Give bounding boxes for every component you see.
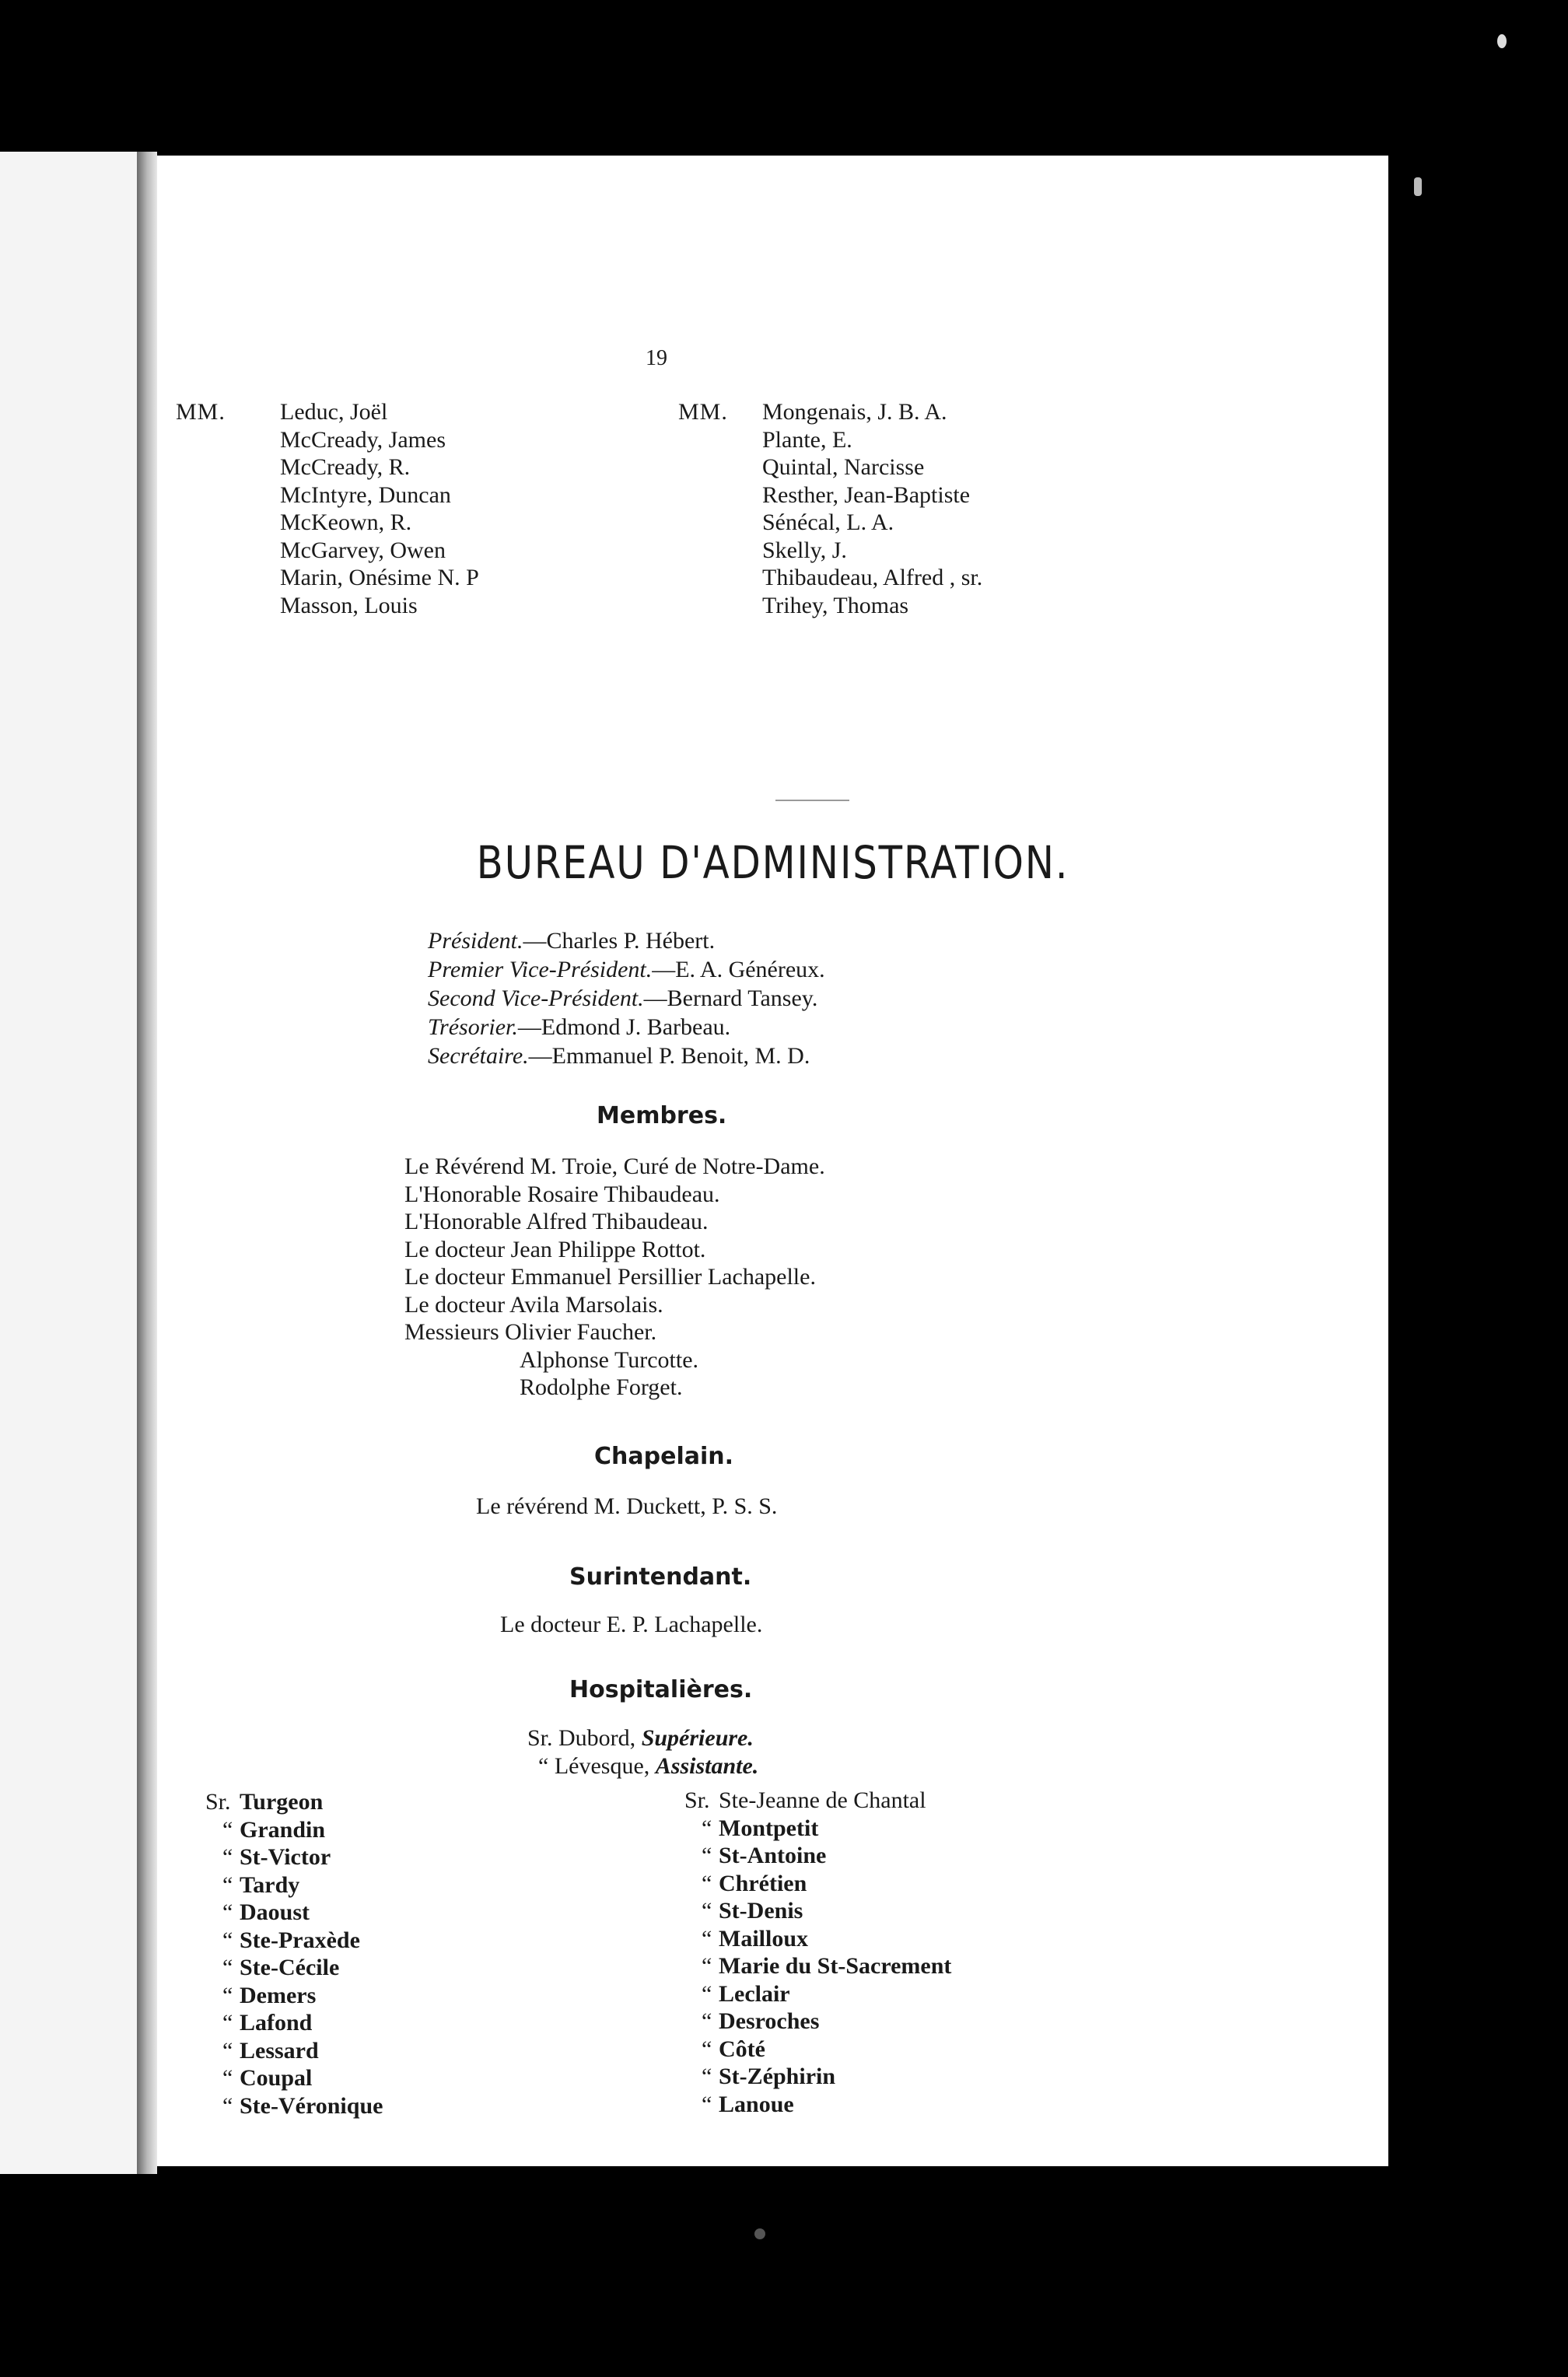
list-item: “ Chrétien bbox=[702, 1870, 807, 1896]
document-page bbox=[157, 156, 1388, 2166]
scan-speck bbox=[1497, 34, 1507, 48]
list-item: Sr. Turgeon bbox=[205, 1789, 324, 1815]
members-list bbox=[404, 1153, 825, 1402]
list-item: “ Lessard bbox=[222, 2037, 319, 2064]
superintendent-name: Le docteur E. P. Lachapelle. bbox=[500, 1612, 763, 1637]
list-item: “ St-Denis bbox=[702, 1898, 803, 1924]
superintendent-heading: Surintendant. bbox=[569, 1563, 752, 1591]
left-list-prefix: MM. bbox=[176, 399, 226, 425]
sisters-right-column bbox=[684, 1787, 951, 2119]
list-item: “ Coupal bbox=[222, 2065, 313, 2091]
list-item: L'Honorable Alfred Thibaudeau. bbox=[404, 1209, 709, 1234]
list-item: McKeown, R. bbox=[280, 509, 412, 535]
list-item: Trihey, Thomas bbox=[762, 592, 909, 618]
list-item: Mongenais, J. B. A. bbox=[762, 399, 947, 425]
assistant-line: “ Lévesque, Assistante. bbox=[538, 1753, 759, 1779]
list-item: Masson, Louis bbox=[280, 592, 418, 618]
officer-first-vice-president: Premier Vice-Président.—E. A. Généreux. bbox=[428, 957, 825, 982]
section-divider bbox=[775, 800, 849, 801]
list-item: “ Lafond bbox=[222, 2010, 313, 2036]
right-member-list bbox=[762, 398, 982, 619]
sisters-left-column bbox=[205, 1789, 383, 2120]
list-item: “ Montpetit bbox=[702, 1815, 819, 1841]
list-item: “ Daoust bbox=[222, 1899, 310, 1925]
left-member-list bbox=[280, 398, 479, 619]
scan-speck bbox=[1414, 177, 1422, 196]
list-item: McIntyre, Duncan bbox=[280, 481, 451, 508]
list-item: Le docteur Avila Marsolais. bbox=[404, 1291, 663, 1318]
list-item: Le docteur Jean Philippe Rottot. bbox=[404, 1236, 706, 1262]
list-item: “ Leclair bbox=[702, 1980, 790, 2007]
list-item: Thibaudeau, Alfred , sr. bbox=[762, 565, 983, 590]
list-item: “ Desroches bbox=[702, 2008, 820, 2034]
list-item: “ Mailloux bbox=[702, 1925, 809, 1952]
list-item: “ Ste-Praxède bbox=[222, 1927, 360, 1953]
list-item: “ Côté bbox=[702, 2036, 765, 2062]
list-item: “ Lanoue bbox=[702, 2091, 794, 2117]
list-item: McCready, R. bbox=[280, 454, 411, 480]
list-item: McCready, James bbox=[280, 426, 446, 453]
list-item: Quintal, Narcisse bbox=[762, 454, 925, 480]
ink-spot bbox=[754, 2228, 765, 2239]
officer-second-vice-president: Second Vice-Président.—Bernard Tansey. bbox=[428, 985, 818, 1011]
chaplain-heading: Chapelain. bbox=[594, 1443, 734, 1470]
list-item: Marin, Onésime N. P bbox=[280, 565, 479, 590]
list-item: “ Ste-Cécile bbox=[222, 1955, 340, 1980]
officer-treasurer: Trésorier.—Edmond J. Barbeau. bbox=[428, 1014, 731, 1040]
list-item: Resther, Jean-Baptiste bbox=[762, 481, 971, 508]
page-number: 19 bbox=[646, 346, 667, 370]
officer-president: Président.—Charles P. Hébert. bbox=[428, 928, 716, 954]
officers-list bbox=[428, 928, 825, 1072]
list-item: McGarvey, Owen bbox=[280, 537, 446, 563]
list-item: “ Grandin bbox=[222, 1816, 326, 1843]
facing-page bbox=[0, 152, 140, 2174]
officer-secretary: Secrétaire.—Emmanuel P. Benoit, M. D. bbox=[428, 1043, 810, 1069]
list-item: Skelly, J. bbox=[762, 537, 847, 563]
list-item: “ St-Victor bbox=[222, 1844, 331, 1870]
list-item: “ St-Zéphirin bbox=[702, 2064, 836, 2089]
page-gutter bbox=[137, 152, 157, 2174]
list-item: Leduc, Joël bbox=[280, 399, 388, 425]
list-item: “ Ste-Véronique bbox=[222, 2092, 383, 2119]
list-item: L'Honorable Rosaire Thibaudeau. bbox=[404, 1181, 720, 1207]
list-item: “ Demers bbox=[222, 1982, 317, 2008]
right-list-prefix: MM. bbox=[678, 399, 728, 425]
chaplain-name: Le révérend M. Duckett, P. S. S. bbox=[476, 1493, 778, 1519]
list-item: Alphonse Turcotte. bbox=[520, 1346, 699, 1373]
list-item: Sr. Ste-Jeanne de Chantal bbox=[684, 1787, 926, 1813]
list-item: “ St-Antoine bbox=[702, 1843, 827, 1868]
list-item: Messieurs Olivier Faucher. bbox=[404, 1319, 657, 1345]
list-item: Plante, E. bbox=[762, 426, 852, 453]
list-item: Rodolphe Forget. bbox=[520, 1374, 683, 1400]
list-item: Sénécal, L. A. bbox=[762, 509, 894, 535]
hospitallers-heading: Hospitalières. bbox=[569, 1676, 753, 1703]
list-item: “ Tardy bbox=[222, 1871, 300, 1898]
list-item: Le docteur Emmanuel Persillier Lachapelle. bbox=[404, 1264, 816, 1290]
list-item: “ Marie du St-Sacrement bbox=[702, 1953, 952, 1979]
superior-line: Sr. Dubord, Supérieure. bbox=[527, 1725, 754, 1751]
page-title: BUREAU D'ADMINISTRATION. bbox=[476, 836, 1069, 889]
members-heading: Membres. bbox=[597, 1102, 727, 1129]
list-item: Le Révérend M. Troie, Curé de Notre-Dame. bbox=[404, 1153, 825, 1179]
